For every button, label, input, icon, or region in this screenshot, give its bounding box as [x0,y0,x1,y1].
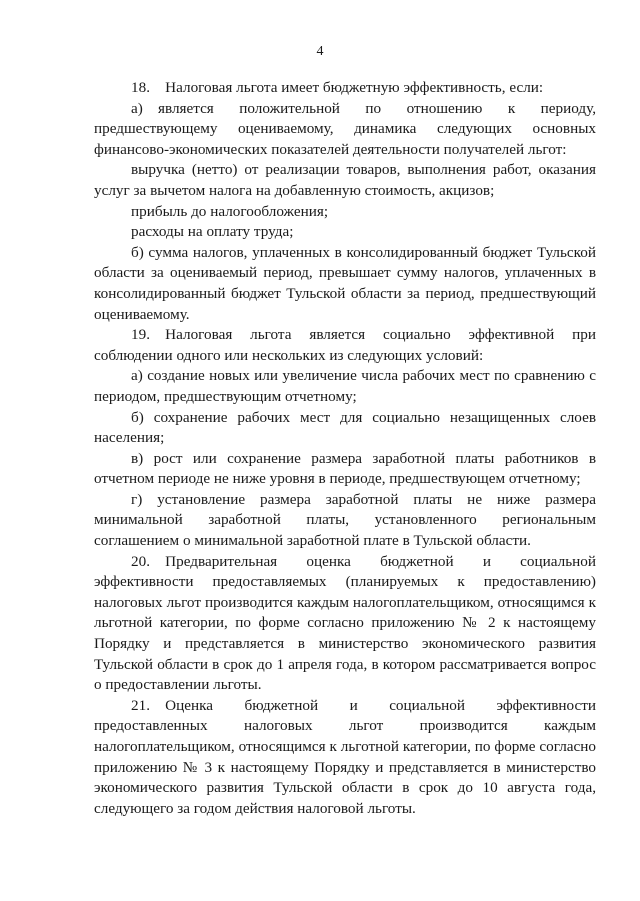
paragraph-18: 18. Налоговая льгота имеет бюджетную эффективность, если: [131,79,544,96]
list-item-labor-costs: расходы на оплату труда; [131,223,294,241]
paragraph-19v: в) рост или сохранение размера заработной платы работников в отчетном периоде не ниже уровня в периоде, предшествующем отчетному; [94,449,596,488]
paragraph-18b: б) сумма налогов, уплаченных в консолидированный бюджет Тульской области за оцениваемый период, превышает сумму налогов, уплаченных в консолидированный бюджет Тульской области за период, предшествующий оцениваемому. [94,243,596,323]
paragraph-18a: а) является положительной по отношению к периоду, предшествующему оцениваемому, динамика следующих основных финансово-экономических показателей деятельности получателей льгот: [94,99,596,158]
paragraph-19b: б) сохранение рабочих мест для социально незащищенных слоев населения; [94,408,596,447]
page-number: 4 [316,44,324,59]
paragraph-19a: а) создание новых или увеличение числа рабочих мест по сравнению с периодом, предшествующим отчетному; [94,367,596,405]
list-item-revenue: выручка (нетто) от реализации товаров, выполнения работ, оказания услуг за вычетом налога на добавленную стоимость, акцизов; [94,161,596,199]
paragraph-21: 21. Оценка бюджетной и социальной эффективности предоставленных налоговых льгот производится каждым налогоплательщиком, относящимся к льготной категории, по форме согласно приложению № 3 к настоящему Порядку и представляется в министерство экономического развития Тульской области в срок до 10 августа года, следующего за годом действия налоговой льготы. [94,696,596,817]
paragraph-19g: г) установление размера заработной платы не ниже размера минимальной заработной платы, установленного региональным соглашением о минимальной заработной плате в Тульской области. [94,490,596,550]
paragraph-19: 19. Налоговая льгота является социально эффективной при соблюдении одного или нескольких из следующих условий: [94,326,596,364]
list-item-profit: прибыль до налогообложения; [131,202,329,220]
document-body [94,78,596,819]
paragraph-20: 20. Предварительная оценка бюджетной и социальной эффективности предоставляемых (планируемых к предоставлению) налоговых льгот производится каждым налогоплательщиком, относящимся к льготной категории, по форме согласно приложению № 2 к настоящему Порядку и представляется в министерство экономического развития Тульской области в срок до 1 апреля года, в котором рассматривается вопрос о предоставлении льготы. [94,552,596,694]
